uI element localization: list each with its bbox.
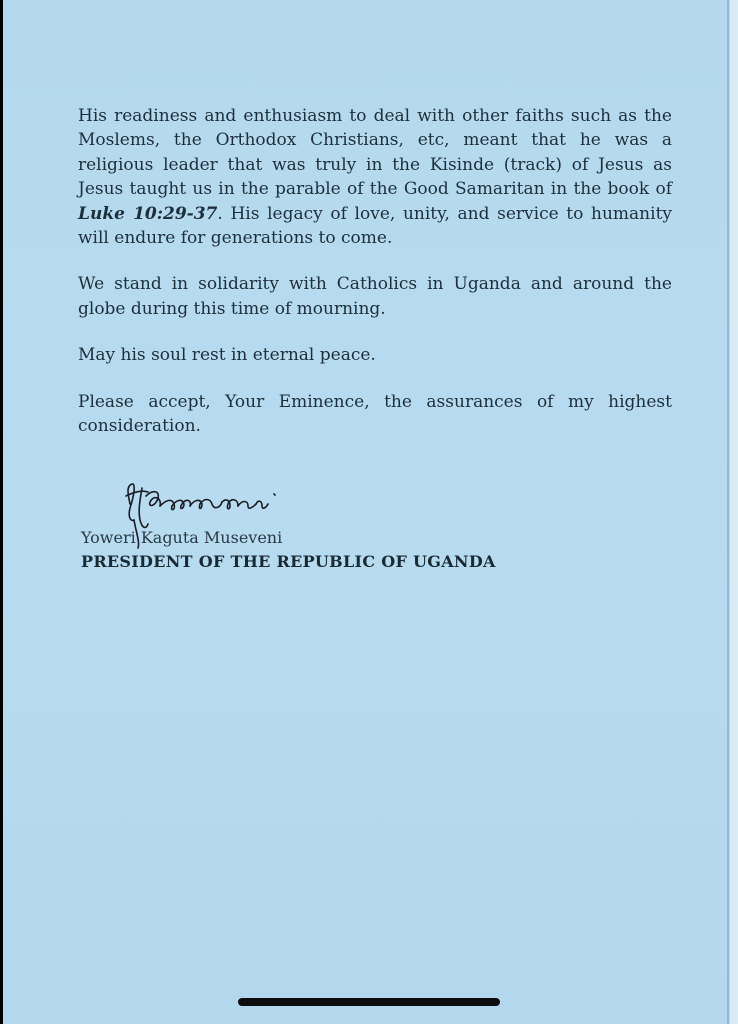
paragraph-legacy-text-start: His readiness and enthusiasm to deal with other faiths such as the Moslems, the Orthodox Christians, etc, meant that he was a religious leader that was truly in the Kisinde (track) of Jesus as Jesus taught us in the parable of the Good Samaritan in the book of [78, 106, 672, 200]
home-indicator-bar[interactable] [238, 998, 500, 1006]
paragraph-rest-in-peace: May his soul rest in eternal peace. [78, 345, 376, 366]
letter-body [78, 104, 672, 460]
signature-block [78, 476, 672, 586]
letter-page [3, 0, 730, 1024]
signer-title: PRESIDENT OF THE REPUBLIC OF UGANDA [81, 552, 496, 571]
paragraph-solidarity: We stand in solidarity with Catholics in Uganda and around the globe during this time of mourning. [78, 274, 672, 319]
scripture-reference: Luke 10:29-37 [78, 203, 218, 224]
page-edge-shadow [727, 0, 729, 1024]
paragraph-legacy [78, 104, 672, 250]
signer-name: Yoweri Kaguta Museveni [81, 528, 283, 547]
paragraph-closing: Please accept, Your Eminence, the assurances of my highest consideration. [78, 391, 672, 437]
paragraph-legacy-text-end: . His legacy of love, unity, and service to humanity will endure for generations to come. [78, 203, 673, 249]
screen-edge [730, 0, 738, 1024]
